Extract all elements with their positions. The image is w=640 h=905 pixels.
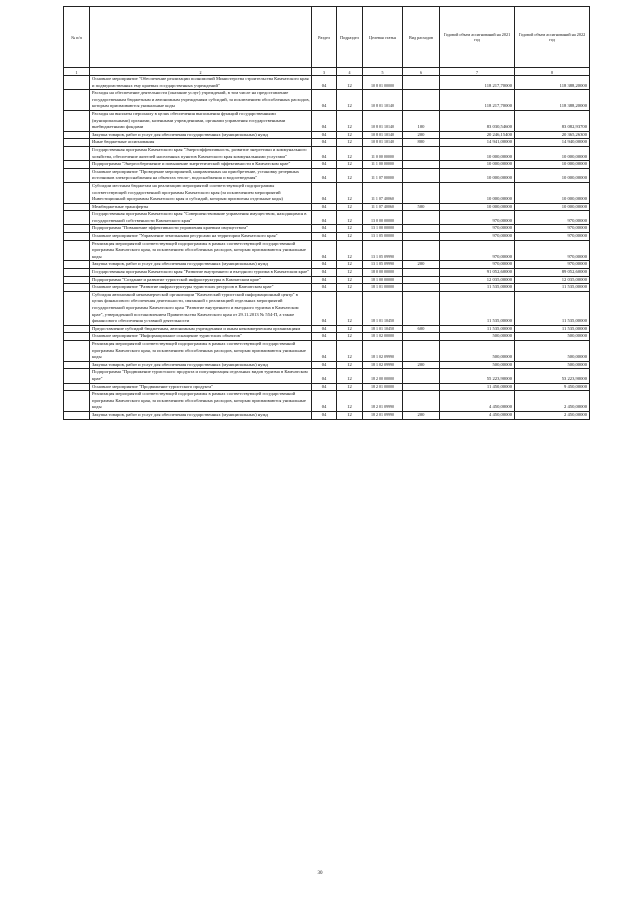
cell-expense-type [403,182,440,203]
cell-subsection: 12 [337,340,363,361]
cell-num [64,233,90,241]
table-row [64,182,590,203]
cell-year-2021: 10 000,00000 [440,203,515,211]
table-row [64,225,590,233]
cell-subsection: 12 [337,269,363,277]
cell-year-2022: 970,00000 [515,261,590,269]
cell-subsection: 12 [337,291,363,325]
cell-year-2022: 11 535,00000 [515,325,590,333]
cell-year-2021: 10 000,00000 [440,168,515,182]
page-number: 30 [317,871,323,876]
cell-subsection: 12 [337,391,363,412]
cell-expense-type: 200 [403,131,440,139]
cell-year-2021: 4 450,00000 [440,391,515,412]
column-number: 1 [64,68,90,76]
table-row [64,139,590,147]
cell-year-2022: 500,00000 [515,361,590,369]
cell-year-2021: 91 052,60000 [440,269,515,277]
cell-expense-type [403,340,440,361]
cell-expense-type: 200 [403,261,440,269]
column-number: 4 [337,68,363,76]
table-row [64,391,590,412]
table-row [64,325,590,333]
cell-target: 18 1 01 10450 [363,325,403,333]
cell-num [64,139,90,147]
cell-year-2021: 10 000,00000 [440,182,515,203]
cell-name: Государственная программа Камчатского края "Совершенствование управления имуществом, находящимся в государственной собственности Камчатского края" [90,211,312,225]
cell-subsection: 12 [337,110,363,131]
budget-table [63,6,590,420]
cell-num [64,76,90,90]
cell-year-2021: 500,00000 [440,340,515,361]
cell-subsection: 12 [337,168,363,182]
cell-section: 04 [312,261,337,269]
cell-expense-type [403,333,440,341]
cell-target: 10 8 01 10140 [363,139,403,147]
cell-num [64,269,90,277]
cell-section: 04 [312,391,337,412]
header-num: № п/п [64,7,90,68]
table-row [64,131,590,139]
cell-expense-type [403,276,440,284]
cell-section: 04 [312,369,337,383]
cell-subsection: 12 [337,161,363,169]
cell-expense-type [403,146,440,160]
cell-year-2021: 20 246,15400 [440,131,515,139]
cell-num [64,131,90,139]
table-row [64,76,590,90]
cell-name: Закупка товаров, работ и услуг для обеспечения государственных (муниципальных) нужд [90,261,312,269]
cell-target: 11 1 07 40060 [363,182,403,203]
cell-subsection: 12 [337,240,363,261]
cell-expense-type [403,383,440,391]
table-row [64,369,590,383]
cell-target: 18 1 02 09990 [363,361,403,369]
cell-target: 18 1 02 00000 [363,333,403,341]
cell-year-2022: 11 535,00000 [515,291,590,325]
cell-num [64,225,90,233]
cell-section: 04 [312,325,337,333]
cell-expense-type [403,211,440,225]
cell-target: 18 2 00 00000 [363,369,403,383]
column-number: 8 [515,68,590,76]
cell-year-2021: 970,00000 [440,240,515,261]
cell-name: Межбюджетные трансферты [90,203,312,211]
cell-year-2022: 10 000,00000 [515,182,590,203]
cell-year-2022: 20 365,26300 [515,131,590,139]
table-row [64,333,590,341]
cell-name: Подпрограмма "Повышение эффективности управления краевым имуществом" [90,225,312,233]
cell-section: 04 [312,233,337,241]
cell-year-2022: 970,00000 [515,225,590,233]
cell-year-2021: 970,00000 [440,211,515,225]
table-row [64,291,590,325]
table-row [64,168,590,182]
cell-name: Закупка товаров, работ и услуг для обеспечения государственных (муниципальных) нужд [90,361,312,369]
cell-subsection: 12 [337,261,363,269]
cell-year-2021: 11 535,00000 [440,325,515,333]
cell-year-2022: 89 052,60000 [515,269,590,277]
cell-section: 04 [312,90,337,111]
cell-subsection: 12 [337,361,363,369]
cell-expense-type [403,233,440,241]
cell-section: 04 [312,269,337,277]
cell-expense-type [403,76,440,90]
cell-expense-type [403,269,440,277]
cell-expense-type [403,369,440,383]
cell-name: Субсидии местным бюджетам на реализацию мероприятий соответствующей подпрограммы соответствующей государственной программы Камчатского края (за исключением мероприятий Инвестиционной программы Камчатского края и субсидий, которым присвоены отдельные коды) [90,182,312,203]
cell-name: Реализация мероприятий соответствующей подпрограммы в рамках соответствующей государственной программы Камчатского края, за исключением обособленных расходов, которым присваиваются уникальные коды [90,391,312,412]
cell-name: Подпрограмма "Создание и развитие туристской инфраструктуры в Камчатском крае" [90,276,312,284]
cell-name: Основное мероприятие "Проведение мероприятий, направленных на приобретение, установку резервных источников электроснабжения на объектах тепло-, водоснабжения и водоотведения" [90,168,312,182]
table-row [64,284,590,292]
cell-num [64,369,90,383]
cell-section: 04 [312,291,337,325]
cell-expense-type [403,90,440,111]
cell-target: 18 1 01 10450 [363,291,403,325]
cell-num [64,333,90,341]
cell-num [64,361,90,369]
table-row [64,161,590,169]
table-row [64,361,590,369]
cell-num [64,276,90,284]
cell-subsection: 12 [337,333,363,341]
cell-name: Основное мероприятие "Продвижение туристского продукта" [90,383,312,391]
cell-name: Государственная программа Камчатского края "Энергоэффективность, развитие энергетики и коммунального хозяйства, обеспечение жителей населенных пунктов Камчатского края коммунальными услугами" [90,146,312,160]
cell-section: 04 [312,383,337,391]
cell-num [64,340,90,361]
table-row [64,383,590,391]
cell-section: 04 [312,284,337,292]
table-row [64,211,590,225]
cell-expense-type: 200 [403,411,440,419]
cell-year-2021: 500,00000 [440,361,515,369]
header-year-2021: Годовой объем ассигнований на 2021 год [440,7,515,68]
header-subsection: Подраздел [337,7,363,68]
cell-num [64,203,90,211]
cell-expense-type [403,168,440,182]
cell-num [64,411,90,419]
cell-name: Основное мероприятие "Обеспечение реализации полномочий Министерства строительства Камчатского края и подведомственных ему краевых государственных учреждений" [90,76,312,90]
cell-year-2022: 500,00000 [515,340,590,361]
cell-num [64,240,90,261]
cell-num [64,383,90,391]
cell-year-2021: 970,00000 [440,233,515,241]
cell-target: 18 1 02 09990 [363,340,403,361]
cell-section: 04 [312,225,337,233]
cell-expense-type [403,240,440,261]
cell-name: Подпрограмма "Энергосбережение и повышение энергетической эффективности в Камчатском крае" [90,161,312,169]
cell-year-2022: 11 535,00000 [515,284,590,292]
cell-expense-type: 100 [403,110,440,131]
cell-year-2022: 10 000,00000 [515,161,590,169]
cell-subsection: 12 [337,276,363,284]
table-row [64,203,590,211]
cell-subsection: 12 [337,225,363,233]
cell-section: 04 [312,182,337,203]
cell-section: 04 [312,203,337,211]
cell-subsection: 12 [337,411,363,419]
cell-expense-type: 500 [403,203,440,211]
cell-section: 04 [312,211,337,225]
cell-name: Реализация мероприятий соответствующей подпрограммы в рамках соответствующей государственной программы Камчатского края, за исключением обособленных расходов, которым присваиваются уникальные коды [90,240,312,261]
cell-target: 18 2 01 00000 [363,383,403,391]
cell-section: 04 [312,161,337,169]
header-section: Раздел [312,7,337,68]
table-row [64,146,590,160]
cell-year-2021: 83 030,54600 [440,110,515,131]
column-number: 5 [363,68,403,76]
cell-section: 04 [312,131,337,139]
column-number: 2 [90,68,312,76]
header-name [90,7,312,68]
cell-year-2022: 500,00000 [515,333,590,341]
cell-section: 04 [312,276,337,284]
cell-year-2021: 118 217,70000 [440,90,515,111]
cell-num [64,261,90,269]
cell-target: 13 1 05 09990 [363,261,403,269]
cell-subsection: 12 [337,203,363,211]
cell-num [64,284,90,292]
cell-section: 04 [312,168,337,182]
cell-year-2022: 12 035,00000 [515,276,590,284]
cell-year-2022: 14 940,00000 [515,139,590,147]
cell-name: Основное мероприятие "Управление земельными ресурсами на территории Камчатского края" [90,233,312,241]
table-row [64,340,590,361]
column-number: 3 [312,68,337,76]
cell-target: 11 0 00 00000 [363,146,403,160]
cell-year-2021: 12 035,00000 [440,276,515,284]
cell-expense-type: 800 [403,139,440,147]
cell-section: 04 [312,340,337,361]
cell-num [64,146,90,160]
cell-target: 10 8 01 00000 [363,76,403,90]
cell-section: 04 [312,139,337,147]
cell-year-2021: 970,00000 [440,225,515,233]
cell-target: 18 0 00 00000 [363,269,403,277]
table-row [64,276,590,284]
cell-subsection: 12 [337,325,363,333]
cell-name: Расходы на выплаты персоналу в целях обеспечения выполнения функций государственными (муниципальными) органами, казенными учреждениями, органами управления государственными внебюджетными фондами [90,110,312,131]
cell-target: 10 8 01 10140 [363,90,403,111]
cell-num [64,90,90,111]
cell-num [64,391,90,412]
cell-subsection: 12 [337,383,363,391]
cell-subsection: 12 [337,284,363,292]
table-row [64,110,590,131]
cell-year-2021: 10 000,00000 [440,146,515,160]
cell-section: 04 [312,146,337,160]
cell-target: 11 1 07 40060 [363,203,403,211]
cell-year-2021: 55 223,90000 [440,369,515,383]
cell-expense-type [403,225,440,233]
cell-section: 04 [312,361,337,369]
cell-name: Реализация мероприятий соответствующей подпрограммы в рамках соответствующей государственной программы Камчатского края, за исключением обособленных расходов, которым присваиваются уникальные коды [90,340,312,361]
cell-name: Основное мероприятие "Информационное оснащение туристских объектов" [90,333,312,341]
cell-target: 13 1 05 00000 [363,233,403,241]
cell-year-2022: 118 388,20000 [515,90,590,111]
table-row [64,240,590,261]
cell-section: 04 [312,76,337,90]
cell-target: 10 8 01 10140 [363,110,403,131]
table-row [64,261,590,269]
cell-target: 11 1 00 00000 [363,161,403,169]
cell-year-2022: 118 388,20000 [515,76,590,90]
cell-year-2021: 10 000,00000 [440,161,515,169]
cell-year-2021: 4 450,00000 [440,411,515,419]
cell-year-2021: 118 217,70000 [440,76,515,90]
cell-name: Иные бюджетные ассигнования [90,139,312,147]
cell-section: 04 [312,110,337,131]
cell-year-2022: 2 450,00000 [515,391,590,412]
cell-year-2022: 10 000,00000 [515,203,590,211]
column-number: 6 [403,68,440,76]
cell-year-2021: 11 450,00000 [440,383,515,391]
cell-year-2022: 10 000,00000 [515,168,590,182]
cell-year-2021: 11 535,00000 [440,291,515,325]
cell-num [64,161,90,169]
cell-year-2021: 11 535,00000 [440,284,515,292]
cell-subsection: 12 [337,211,363,225]
cell-num [64,182,90,203]
cell-year-2021: 14 941,00000 [440,139,515,147]
cell-target: 18 1 00 00000 [363,276,403,284]
cell-expense-type: 200 [403,361,440,369]
table-row [64,90,590,111]
cell-num [64,168,90,182]
cell-year-2022: 10 000,00000 [515,146,590,160]
cell-subsection: 12 [337,76,363,90]
cell-num [64,325,90,333]
cell-name: Подпрограмма "Продвижение туристского продукта и популяризация отдельных видов туризма в Камчатском крае" [90,369,312,383]
cell-num [64,291,90,325]
cell-name: Расходы на обеспечение деятельности (оказание услуг) учреждений, в том числе на предоставление государственным бюджетным и автономным учреждениям субсидий, за исключением обособленных расходов, которым присваиваются уникальные коды [90,90,312,111]
cell-year-2022: 83 082,93700 [515,110,590,131]
cell-expense-type [403,161,440,169]
table-row [64,269,590,277]
table-row [64,411,590,419]
cell-name: Закупка товаров, работ и услуг для обеспечения государственных (муниципальных) нужд [90,411,312,419]
cell-year-2022: 970,00000 [515,233,590,241]
cell-subsection: 12 [337,233,363,241]
cell-year-2022: 2 450,00000 [515,411,590,419]
cell-name: Субсидия автономной некоммерческой организации "Камчатский туристский информационный центр" в целях финансового обеспечения деятельности, связанной с реализацией отдельных мероприятий государственной программы Камчатского края "Развитие внутреннего и въездного туризма в Камчатском крае", утвержденной постановлением Правительства Камчатского края от 29.11.2013 № 554-П, а также финансового обеспечения уставной деятельности [90,291,312,325]
cell-year-2021: 970,00000 [440,261,515,269]
cell-section: 04 [312,240,337,261]
cell-name: Закупка товаров, работ и услуг для обеспечения государственных (муниципальных) нужд [90,131,312,139]
cell-year-2022: 970,00000 [515,211,590,225]
cell-expense-type [403,284,440,292]
cell-name: Основное мероприятие "Развитие инфраструктуры туристских ресурсов в Камчатском крае" [90,284,312,292]
cell-name: Предоставление субсидий бюджетным, автономным учреждениям и иным некоммерческим организациям [90,325,312,333]
header-year-2022: Годовой объем ассигнований на 2022 год [515,7,590,68]
cell-year-2022: 970,00000 [515,240,590,261]
cell-year-2021: 500,00000 [440,333,515,341]
cell-target: 18 1 01 00000 [363,284,403,292]
cell-subsection: 12 [337,182,363,203]
cell-target: 13 1 05 09990 [363,240,403,261]
cell-subsection: 12 [337,146,363,160]
header-target: Целевая статья [363,7,403,68]
column-number: 7 [440,68,515,76]
cell-target: 18 2 01 09990 [363,411,403,419]
cell-target: 13 1 00 00000 [363,225,403,233]
cell-name: Государственная программа Камчатского края "Развитие внутреннего и въездного туризма в Камчатском крае" [90,269,312,277]
cell-expense-type [403,391,440,412]
header-expense-type: Вид расходов [403,7,440,68]
cell-year-2022: 53 223,90000 [515,369,590,383]
cell-section: 04 [312,411,337,419]
cell-num [64,110,90,131]
cell-subsection: 12 [337,139,363,147]
cell-expense-type [403,291,440,325]
table-header-row [64,7,590,68]
cell-target: 11 1 07 00000 [363,168,403,182]
budget-table-sheet [63,6,589,420]
table-row [64,233,590,241]
cell-num [64,211,90,225]
cell-subsection: 12 [337,90,363,111]
cell-target: 13 0 00 00000 [363,211,403,225]
cell-subsection: 12 [337,369,363,383]
cell-target: 18 2 01 09990 [363,391,403,412]
cell-section: 04 [312,333,337,341]
cell-expense-type: 600 [403,325,440,333]
column-numbers-row [64,68,590,76]
cell-subsection: 12 [337,131,363,139]
cell-target: 10 8 01 10140 [363,131,403,139]
cell-year-2022: 9 450,00000 [515,383,590,391]
